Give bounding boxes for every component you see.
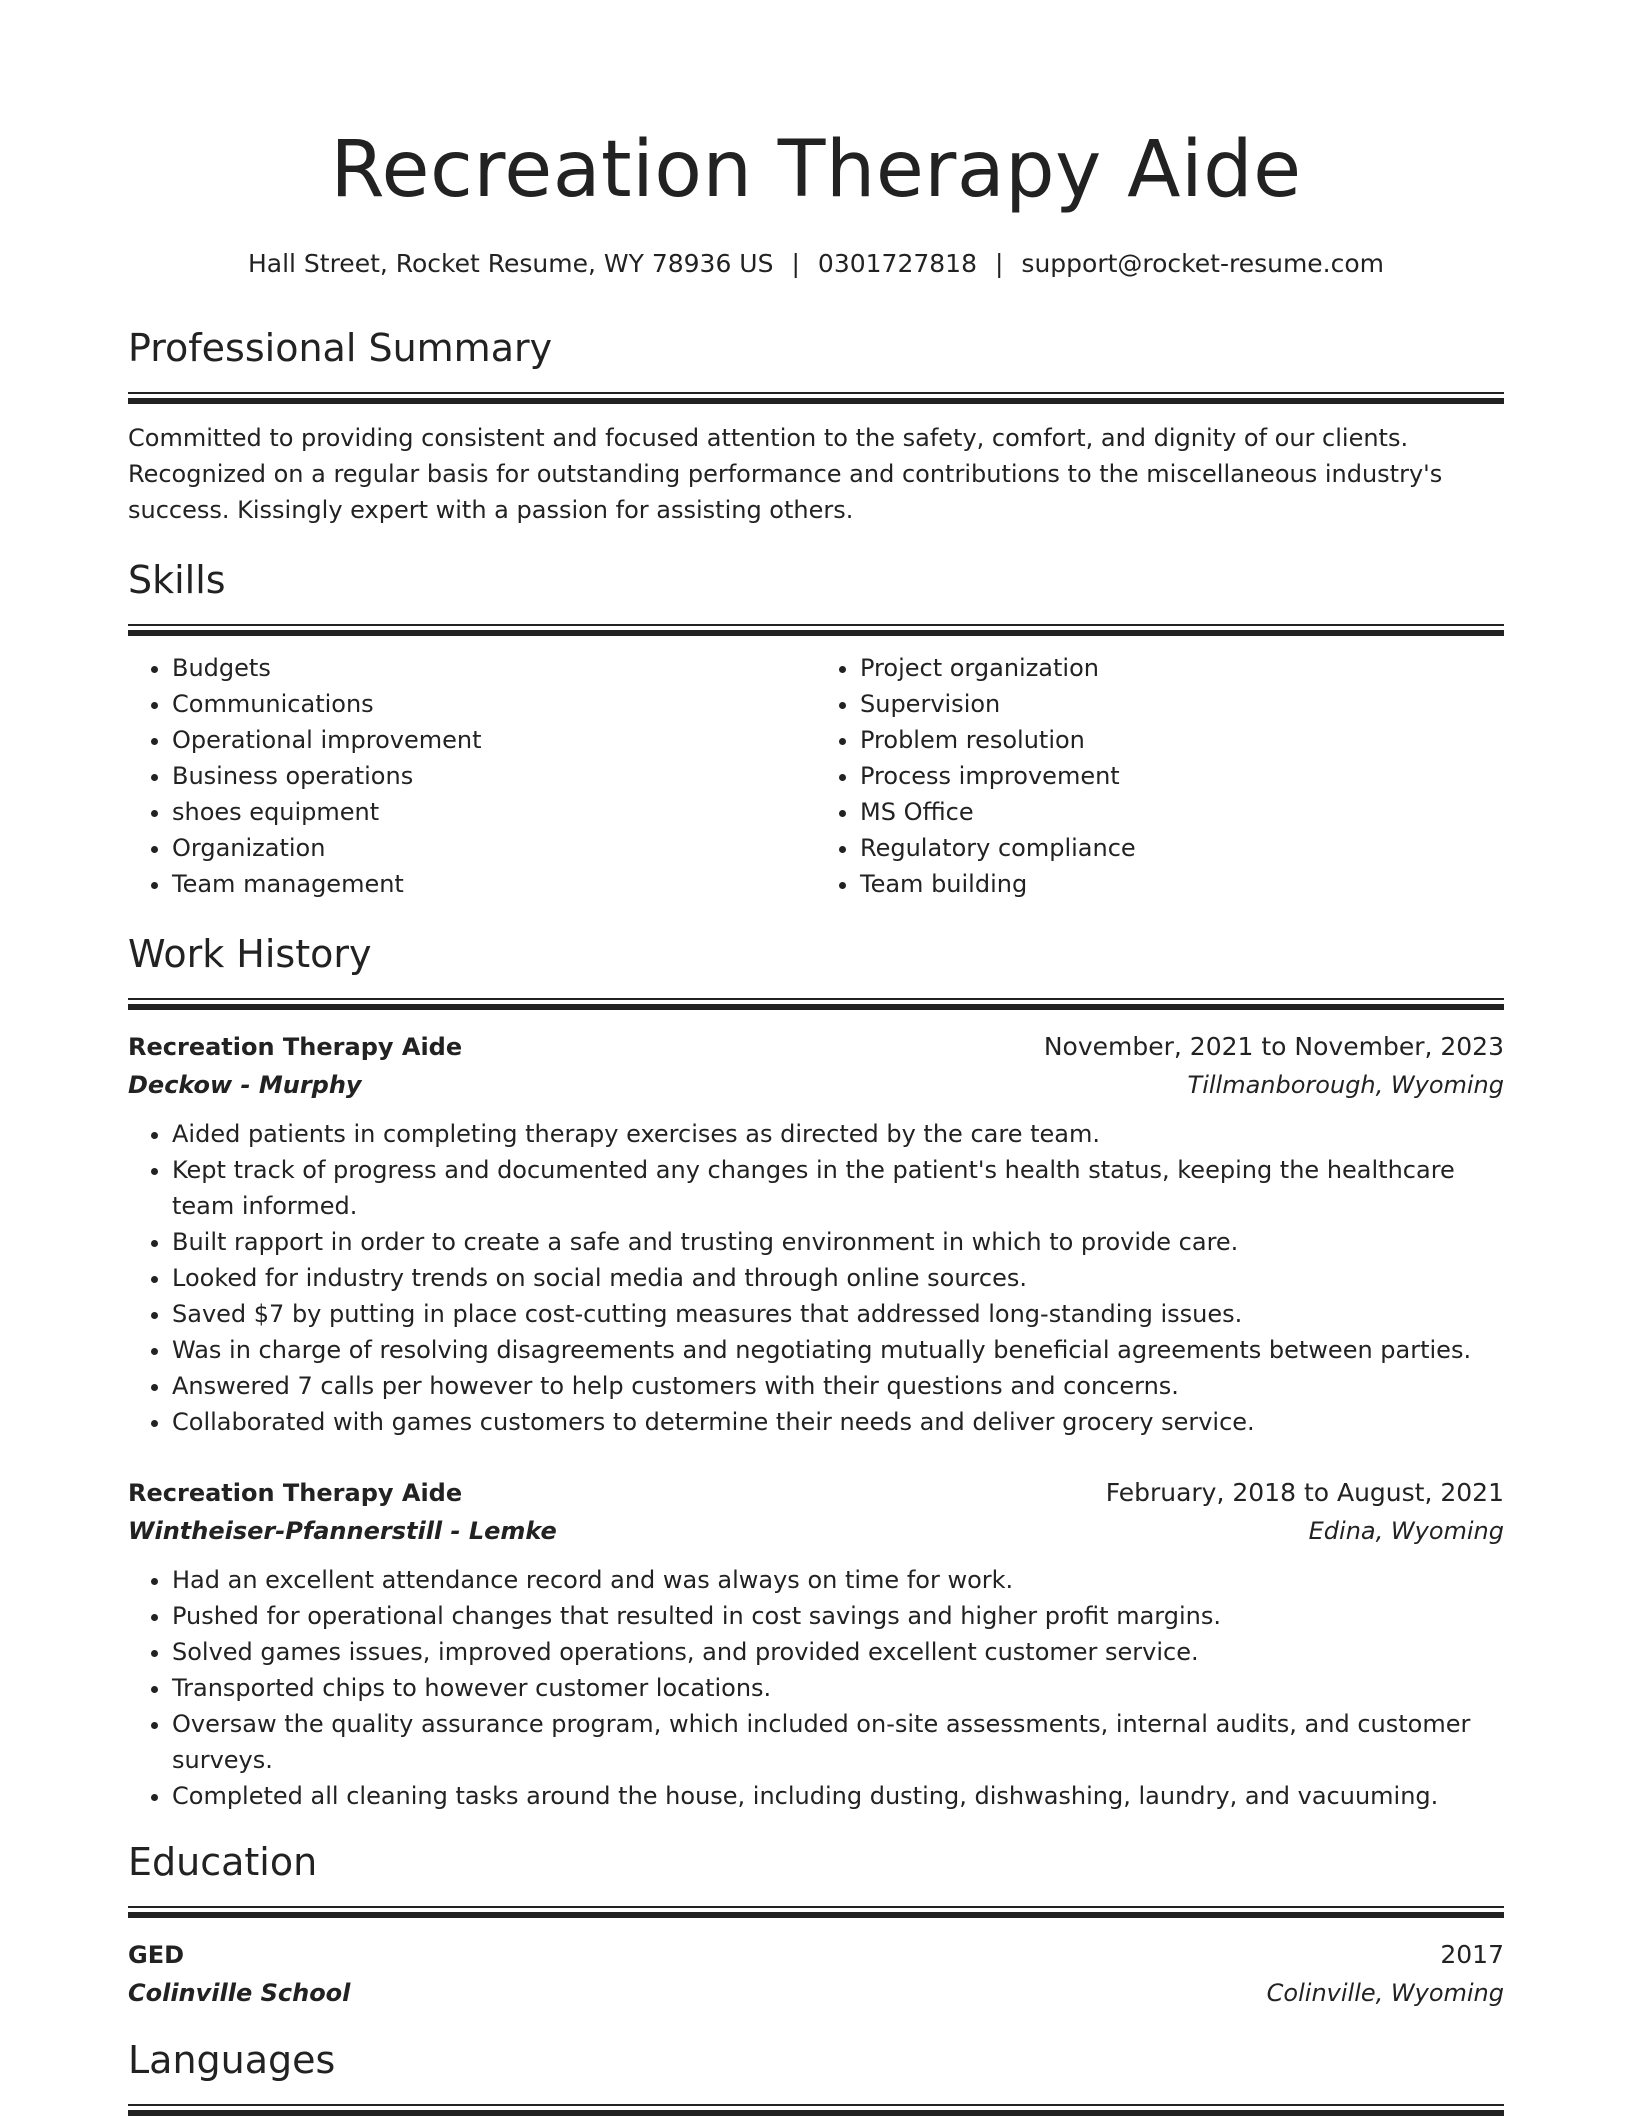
job-location: Edina, Wyoming [1308,1517,1504,1545]
contact-line [128,248,1504,280]
job-header [128,1028,1504,1066]
section-divider [128,624,1504,626]
section-divider-thick [128,398,1504,404]
job-bullet: • Looked for industry trends on social media and through online sources. [172,1260,1504,1296]
skill-item: • Budgets [172,650,816,686]
summary-heading: Professional Summary [128,326,553,370]
section-divider-thick [128,2110,1504,2116]
education-school: Colinville School [128,1979,351,2007]
languages-section [128,2038,1504,2116]
job-location: Tillmanborough, Wyoming [1187,1071,1504,1099]
job-title: Recreation Therapy Aide [128,1033,463,1061]
contact-separator: | [994,249,1004,278]
job-entry [128,1028,1504,1440]
skill-item: • Team building [860,866,1504,902]
job-bullet: • Completed all cleaning tasks around the house, including dusting, dishwashing, laundry, and vacuuming. [172,1778,1504,1814]
skills-list-left [128,650,816,902]
job-dates: November, 2021 to November, 2023 [1043,1032,1504,1061]
job-header [128,1474,1504,1512]
job-company: Wintheiser-Pfannerstill - Lemke [128,1517,557,1545]
job-bullet: • Kept track of progress and documented any changes in the patient's health status, keeping the healthcare team informed. [172,1152,1504,1224]
summary-section [128,326,1504,528]
contact-separator: | [791,249,800,278]
job-subheader [128,1512,1504,1550]
contact-address: Hall Street, Rocket Resume, WY 78936 US [247,249,774,278]
education-entry [128,1936,1504,2012]
skill-item: • Regulatory compliance [860,830,1504,866]
education-heading: Education [128,1840,318,1884]
languages-heading: Languages [128,2038,336,2082]
job-bullet: • Was in charge of resolving disagreements and negotiating mutually beneficial agreements between parties. [172,1332,1504,1368]
job-bullet: • Aided patients in completing therapy exercises as directed by the care team. [172,1116,1504,1152]
skills-columns [128,650,1504,902]
skill-item: • Supervision [860,686,1504,722]
skill-item: • MS Office [860,794,1504,830]
job-bullet: • Saved $7 by putting in place cost-cutting measures that addressed long-standing issues. [172,1296,1504,1332]
job-company: Deckow - Murphy [128,1071,362,1099]
job-bullet: • Answered 7 calls per however to help customers with their questions and concerns. [172,1368,1504,1404]
education-subheader [128,1974,1504,2012]
job-bullet: • Had an excellent attendance record and was always on time for work. [172,1562,1504,1598]
job-bullet: • Solved games issues, improved operations, and provided excellent customer service. [172,1634,1504,1670]
skill-item: • shoes equipment [172,794,816,830]
work-history-heading: Work History [128,932,372,976]
section-divider-thick [128,1004,1504,1010]
summary-text: Committed to providing consistent and focused attention to the safety, comfort, and dignity of our clients. Recognized on a regular basis for outstanding performance and contributions to the miscellaneous industry's success. Kissingly expert with a passion for assisting others. [128,424,1443,524]
skill-item: • Operational improvement [172,722,816,758]
skill-item: • Communications [172,686,816,722]
skill-item: • Project organization [860,650,1504,686]
job-bullet: • Pushed for operational changes that resulted in cost savings and higher profit margins. [172,1598,1504,1634]
skill-item: • Team management [172,866,816,902]
section-divider [128,2104,1504,2106]
section-divider-thick [128,630,1504,636]
contact-phone: 0301727818 [817,249,977,278]
section-divider [128,998,1504,1000]
job-bullet: • Collaborated with games customers to determine their needs and deliver grocery service. [172,1404,1504,1440]
job-entry [128,1474,1504,1814]
skill-item: • Organization [172,830,816,866]
work-history-section [128,932,1504,1814]
skill-item: • Problem resolution [860,722,1504,758]
job-title: Recreation Therapy Aide [128,1479,463,1507]
education-header [128,1936,1504,1974]
job-bullet: • Built rapport in order to create a safe and trusting environment in which to provide care. [172,1224,1504,1260]
education-degree: GED [128,1941,185,1969]
education-section [128,1840,1504,2012]
skills-list-right [816,650,1504,902]
job-bullets [128,1116,1504,1440]
education-location: Colinville, Wyoming [1266,1979,1504,2007]
skill-item: • Business operations [172,758,816,794]
job-bullet: • Transported chips to however customer locations. [172,1670,1504,1706]
section-divider-thick [128,1912,1504,1918]
job-subheader [128,1066,1504,1104]
skills-heading: Skills [128,558,226,602]
contact-email[interactable]: support@rocket-resume.com [1021,249,1385,278]
skills-section [128,558,1504,902]
resume-name: Recreation Therapy Aide [330,125,1302,215]
job-dates: February, 2018 to August, 2021 [1105,1478,1504,1507]
section-divider [128,1906,1504,1908]
skill-item: • Process improvement [860,758,1504,794]
job-bullet: • Oversaw the quality assurance program, which included on-site assessments, internal audits, and customer surveys. [172,1706,1504,1778]
section-divider [128,392,1504,394]
education-year: 2017 [1440,1940,1504,1969]
job-bullets [128,1562,1504,1814]
